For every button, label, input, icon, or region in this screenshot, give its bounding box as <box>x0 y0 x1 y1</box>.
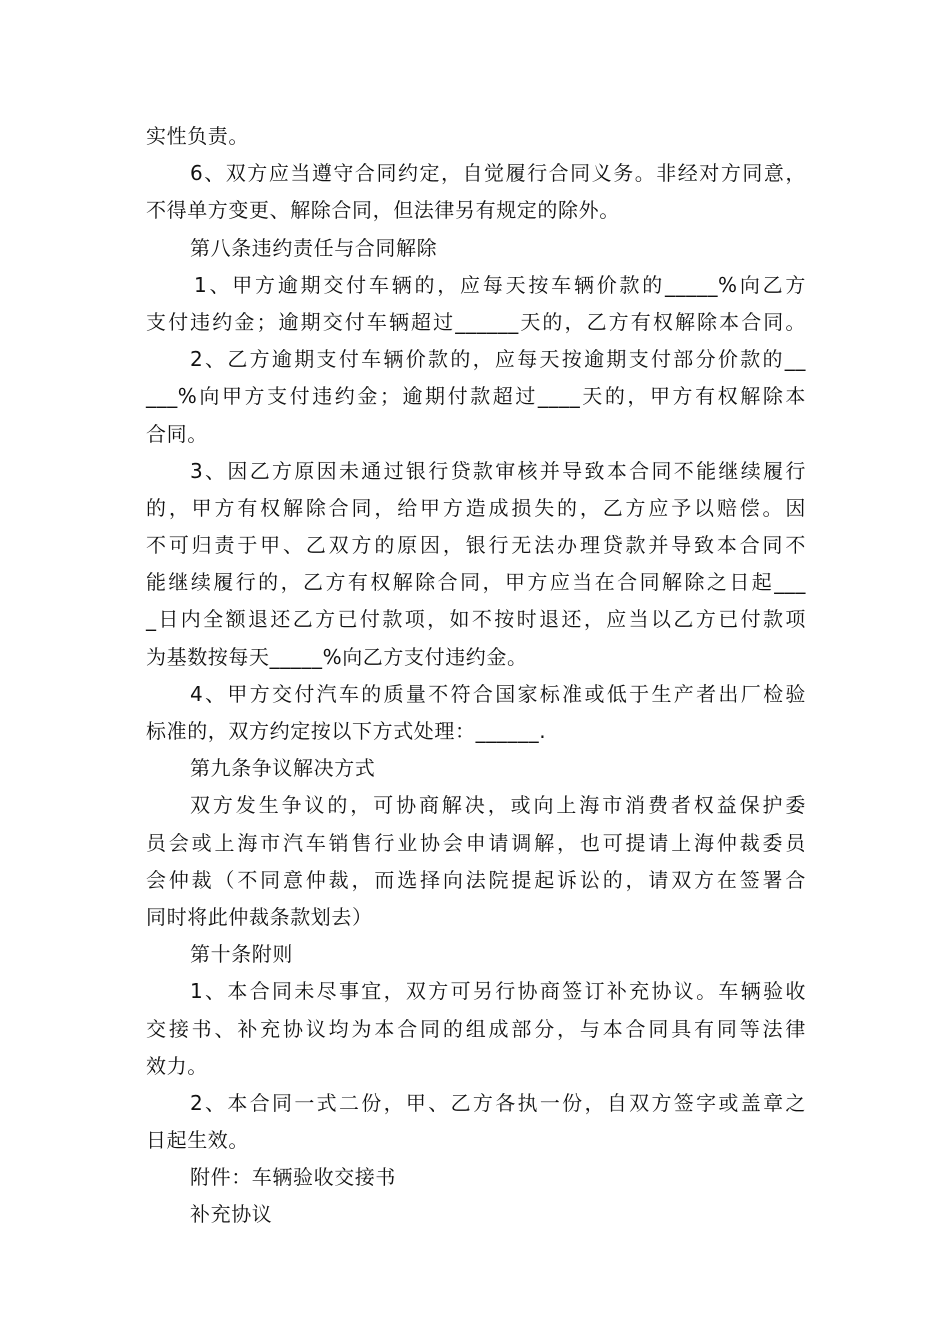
text-line: 1、本合同未尽事宜，双方可另行协商签订补充协议。车辆验收 <box>190 979 806 1004</box>
text-line: 员会或上海市汽车销售行业协会申请调解，也可提请上海仲裁委员 <box>146 830 806 855</box>
text-line: 的，甲方有权解除合同，给甲方造成损失的，乙方应予以赔偿。因 <box>146 495 806 520</box>
attachment-line: 补充协议 <box>190 1202 273 1227</box>
text-line: 同时将此仲裁条款划去） <box>146 904 373 929</box>
text-line: 不可归责于甲、乙双方的原因，银行无法办理贷款并导致本合同不 <box>146 533 806 558</box>
text-line: 效力。 <box>146 1053 208 1078</box>
text-line: 1、甲方逾期交付车辆的，应每天按车辆价款的_____%向乙方 <box>194 272 806 297</box>
text-line: 不得单方变更、解除合同，但法律另有规定的除外。 <box>146 198 620 223</box>
text-line: 2、本合同一式二份，甲、乙方各执一份，自双方签字或盖章之 <box>190 1090 806 1115</box>
text-line: 支付违约金；逾期交付车辆超过______天的，乙方有权解除本合同。 <box>146 309 806 334</box>
section-heading: 第八条违约责任与合同解除 <box>190 235 438 260</box>
text-line: 会仲裁（不同意仲裁，而选择向法院提起诉讼的，请双方在签署合 <box>146 867 806 892</box>
text-line: 3、因乙方原因未通过银行贷款审核并导致本合同不能继续履行 <box>190 458 806 483</box>
text-line: _日内全额退还乙方已付款项，如不按时退还，应当以乙方已付款项 <box>146 607 806 632</box>
text-line: 合同。 <box>146 421 208 446</box>
text-line: 为基数按每天_____%向乙方支付违约金。 <box>146 644 528 669</box>
text-line: 实性负责。 <box>146 124 249 148</box>
text-line: 2、乙方逾期支付车辆价款的，应每天按逾期支付部分价款的__ <box>190 347 806 372</box>
text-line: 4、甲方交付汽车的质量不符合国家标准或低于生产者出厂检验 <box>190 681 806 706</box>
contract-text <box>146 118 806 1234</box>
text-line: 能继续履行的，乙方有权解除合同，甲方应当在合同解除之日起___ <box>146 570 806 595</box>
attachment-line: 附件：车辆验收交接书 <box>190 1165 396 1190</box>
section-heading: 第九条争议解决方式 <box>190 756 376 781</box>
text-line: 交接书、补充协议均为本合同的组成部分，与本合同具有同等法律 <box>146 1016 806 1041</box>
section-heading: 第十条附则 <box>190 942 293 967</box>
text-line: 6、双方应当遵守合同约定，自觉履行合同义务。非经对方同意， <box>190 161 806 186</box>
text-line: 标准的，双方约定按以下方式处理：______. <box>146 719 547 743</box>
text-line: 日起生效。 <box>146 1128 249 1153</box>
text-line: 双方发生争议的，可协商解决，或向上海市消费者权益保护委 <box>190 793 806 818</box>
text-line: ___%向甲方支付违约金；逾期付款超过____天的，甲方有权解除本 <box>146 384 806 409</box>
